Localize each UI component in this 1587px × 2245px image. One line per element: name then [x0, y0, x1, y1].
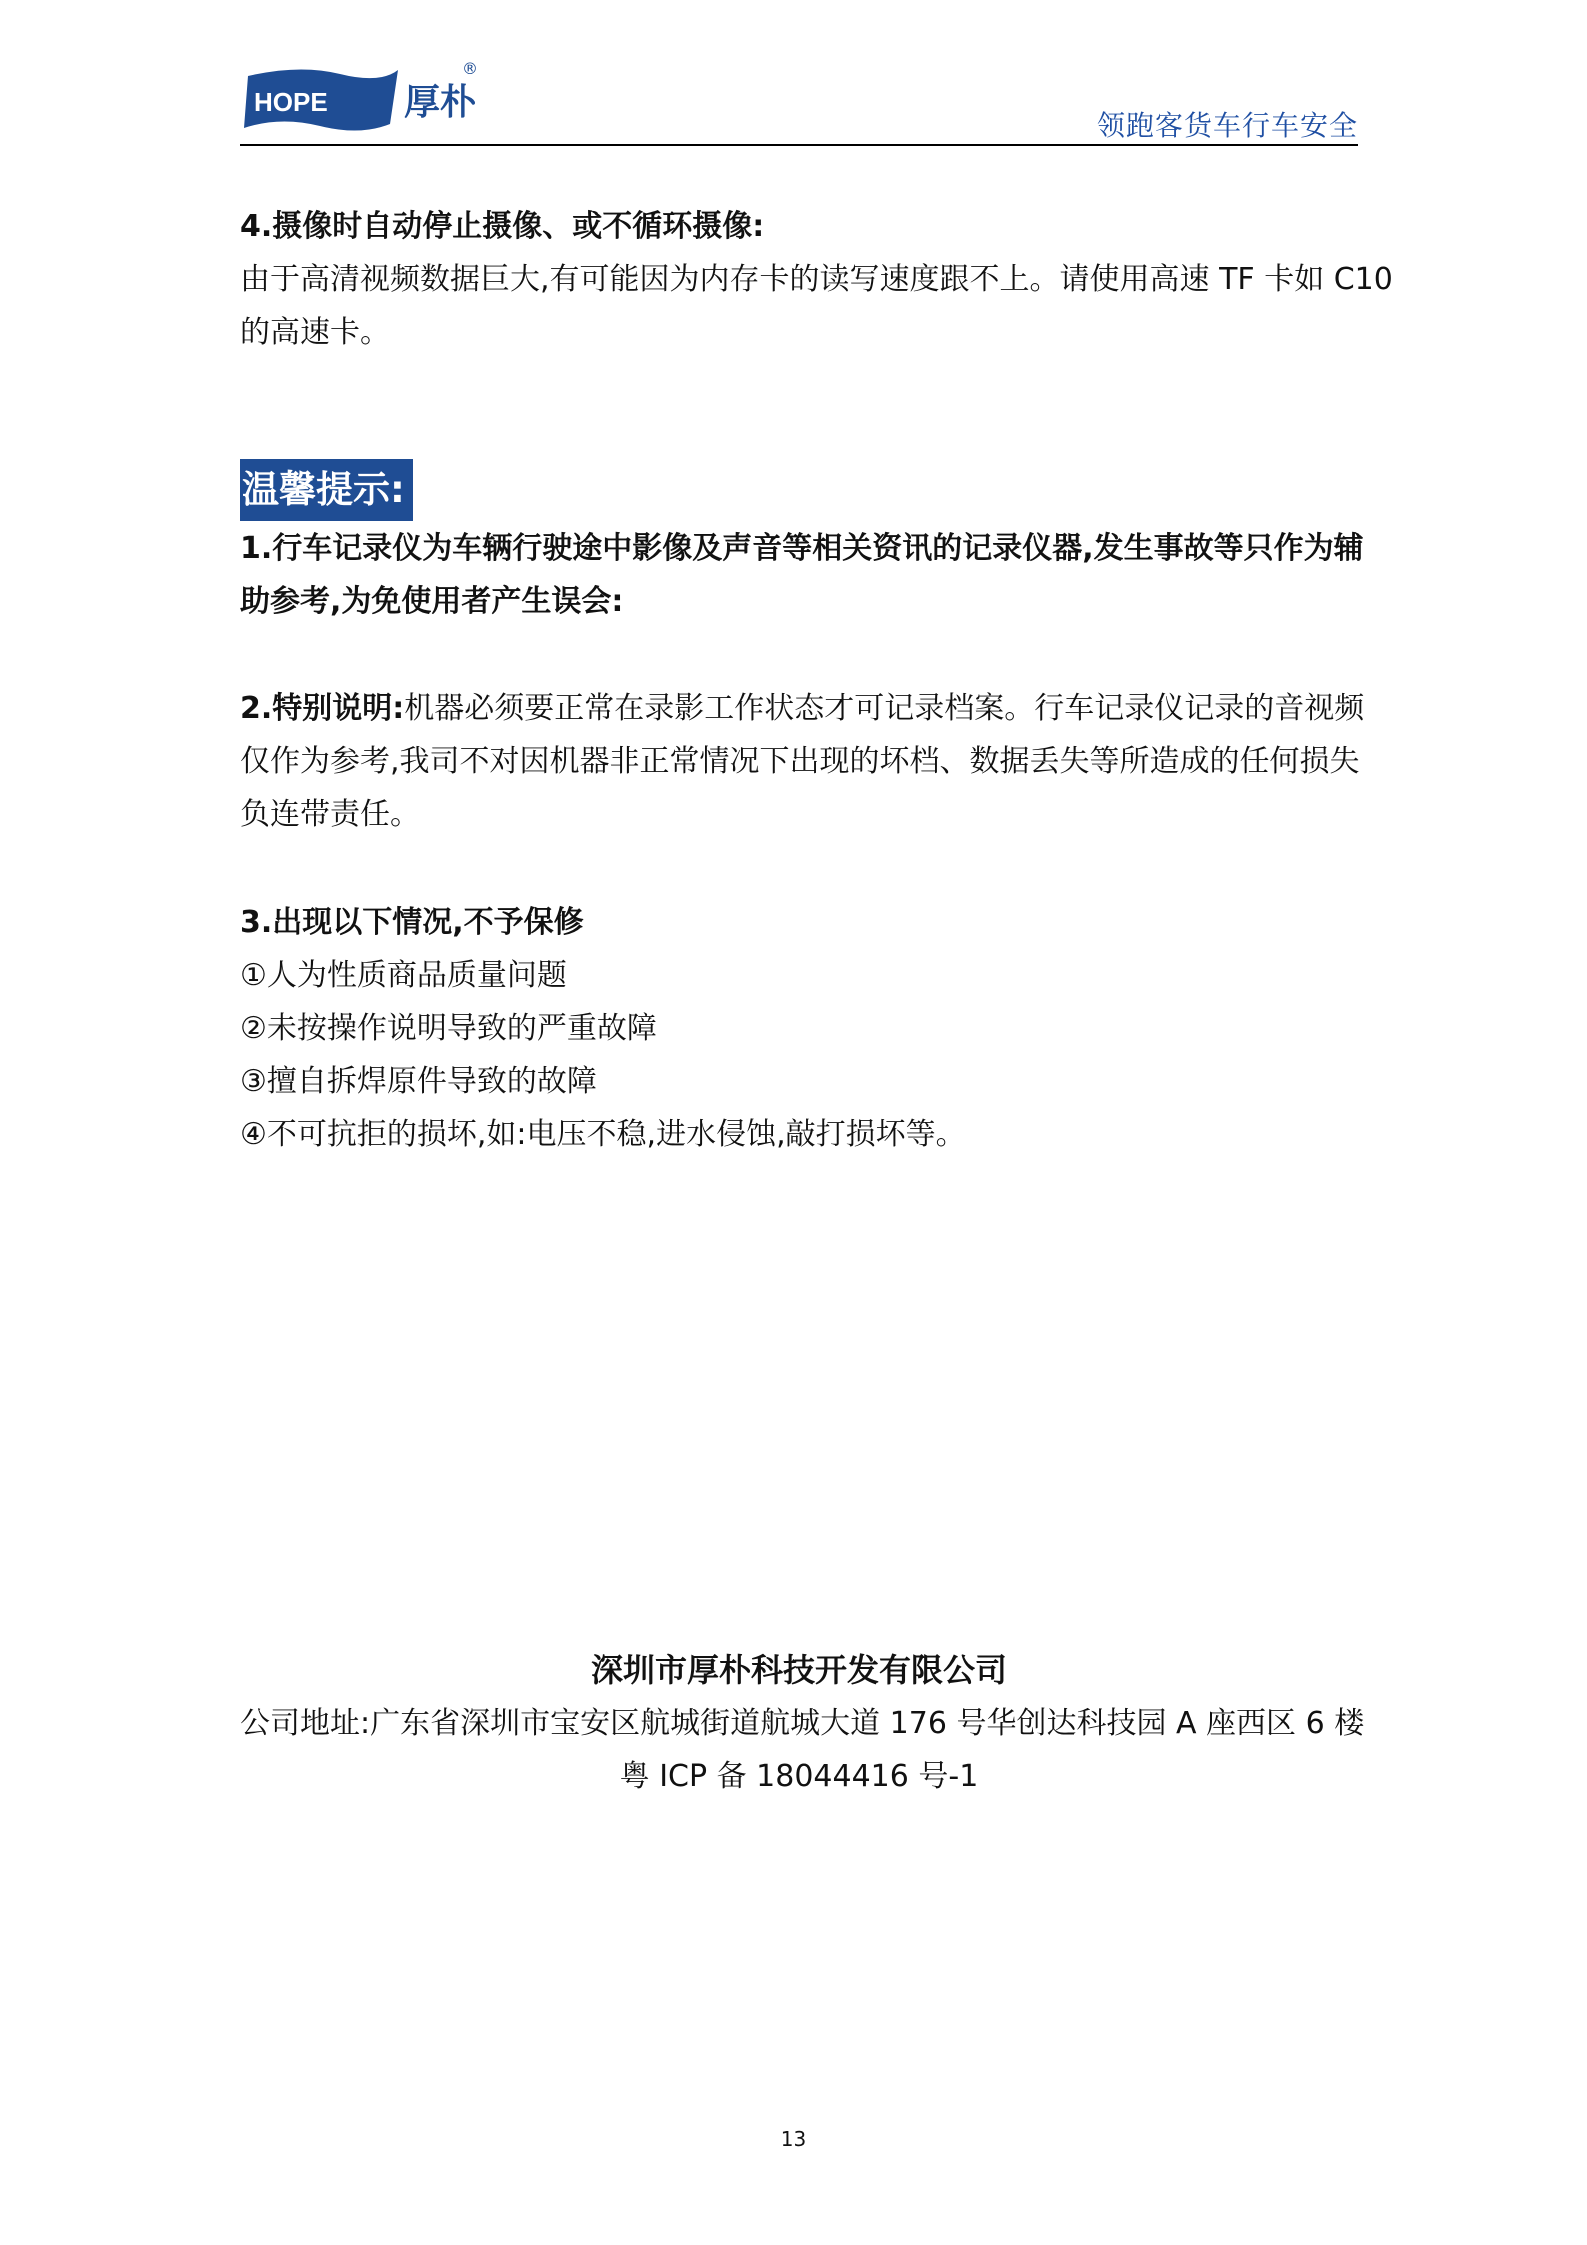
- warranty-exclusion-item: ③擅自拆焊原件导致的故障: [240, 1064, 597, 1099]
- header-divider: [240, 144, 1358, 146]
- hope-logo: [240, 56, 480, 136]
- tip-item-1-line: 助参考,为免使用者产生误会:: [240, 584, 624, 619]
- company-name: 深圳市厚朴科技开发有限公司: [590, 1651, 1007, 1689]
- section-4-title: 4.摄像时自动停止摄像、或不循环摄像:: [240, 209, 765, 244]
- header-tagline: 领跑客货车行车安全: [1096, 109, 1358, 142]
- tip-item-2: [240, 682, 1365, 841]
- tip-item-3: [240, 896, 1358, 1161]
- company-footer: [240, 1643, 1365, 1803]
- tips-label: 温馨提示:: [240, 459, 413, 521]
- section-4: [240, 200, 1393, 359]
- logo-registered-mark: ®: [462, 59, 478, 78]
- warranty-exclusion-item: ④不可抗拒的损坏,如:电压不稳,进水侵蚀,敲打损坏等。: [240, 1117, 966, 1152]
- logo-text: HOPE: [254, 87, 328, 117]
- icp-license: 粤 ICP 备 18044416 号-1: [619, 1759, 979, 1794]
- tip-item-2-line: 负连带责任。: [240, 797, 420, 832]
- logo-brand: 厚朴: [404, 82, 477, 123]
- warranty-exclusion-item: ①人为性质商品质量问题: [240, 958, 567, 993]
- tip-item-2-line: [240, 682, 1365, 735]
- page-header: [240, 56, 1358, 146]
- tip-item-1: [240, 522, 1364, 628]
- tip-item-1-line: 1.行车记录仪为车辆行驶途中影像及声音等相关资讯的记录仪器,发生事故等只作为辅: [240, 531, 1364, 566]
- tip-item-2-line: 仅作为参考,我司不对因机器非正常情况下出现的坏档、数据丢失等所造成的任何损失: [240, 744, 1360, 779]
- company-address: 公司地址:广东省深圳市宝安区航城街道航城大道 176 号华创达科技园 A 座西区 6 楼: [240, 1706, 1365, 1741]
- tip-item-3-title: 3.出现以下情况,不予保修: [240, 905, 584, 940]
- page-number: 13: [780, 2127, 807, 2151]
- tip-item-2-text: 机器必须要正常在录影工作状态才可记录档案。行车记录仪记录的音视频: [404, 691, 1365, 726]
- section-4-line: 的高速卡。: [240, 315, 390, 350]
- warranty-exclusion-item: ②未按操作说明导致的严重故障: [240, 1011, 657, 1046]
- section-4-line: 由于高清视频数据巨大,有可能因为内存卡的读写速度跟不上。请使用高速 TF 卡如 C10: [240, 262, 1393, 297]
- tip-item-2-lead: 2.特别说明:: [240, 691, 405, 726]
